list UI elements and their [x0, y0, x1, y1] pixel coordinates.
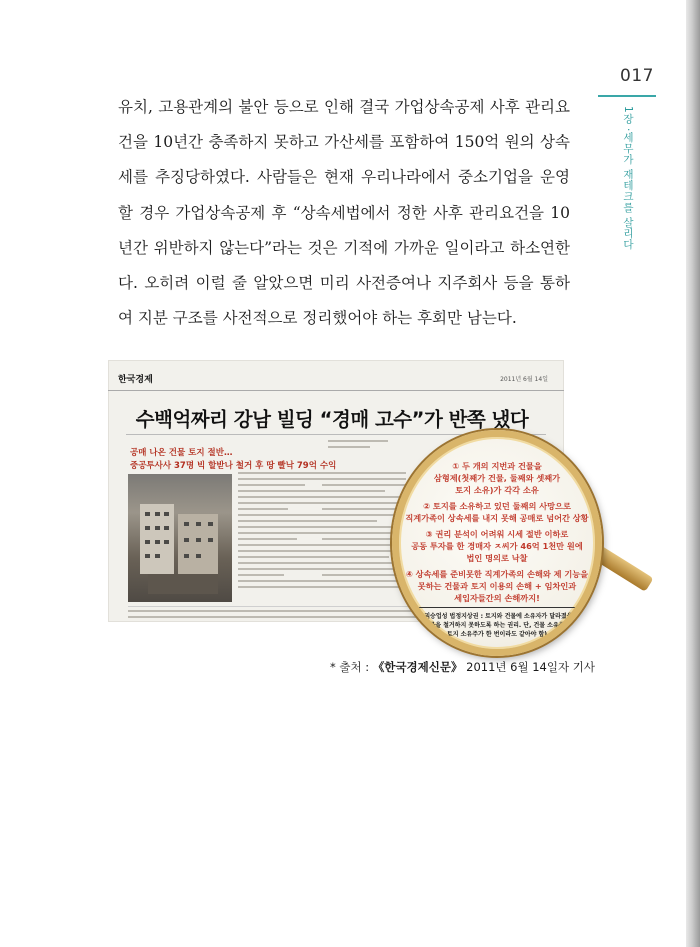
magnified-line: 삼형제(첫째가 건물, 둘째와 셋째가	[433, 473, 561, 483]
magnified-line: 세입자들간의 손해까지!	[454, 593, 540, 603]
source-caption	[330, 659, 595, 675]
building-shape	[178, 514, 218, 574]
magnified-note: 건물을 철거하지 못하도록 하는 권리. 단, 건물 소유주와	[423, 622, 571, 629]
building-shape	[140, 504, 174, 574]
body-paragraph: 유치, 고용관계의 불안 등으로 인해 결국 가업상속공제 사후 관리요건을 10년간 충족하지 못하고 가산세를 포함하여 150억 원의 상속세를 추징당하였다. 사람들은 현재 우리나라에서 중소기업을 운영할 경우 가업상속공제 후 “상속세법에서 정한 사후 관리요건을 10년간 위반하지 않는다”라는 것은 기적에 가까운 일이라고 하소연한다. 오히려 이럴 줄 알았으면 미리 사전증여나 지주회사 등을 통하여 지분 구조를 사전적으로 정리했어야 하는 후회만 남는다.	[118, 98, 570, 328]
page-number-rule	[598, 95, 656, 97]
chapter-running-head: 1장 ·세무가 재테크를 살리다	[622, 106, 634, 250]
magnified-line: 못하는 건물과 토지 이용의 손해 + 임차인과	[417, 581, 577, 591]
magnified-line: 공동 투자를 한 경매자 ㅈ씨가 46억 1천만 원에	[411, 541, 583, 551]
clipping-date: 2011년 6월 14일	[500, 376, 548, 383]
building-photo	[128, 474, 232, 602]
newspaper-logo: 한국경제	[118, 375, 153, 385]
magnified-line: 직계가족이 상속세를 내지 못해 공매로 넘어간 상황	[405, 513, 589, 523]
clipping-subhead: 공매 나온 건물 토지 절반…	[130, 448, 233, 458]
magnified-note: (※ 괴승업성 법정지상권 : 토지와 건물에 소유자가 달라졌을 때	[413, 613, 581, 620]
source-suffix: 2011년 6월 14일자 기사	[462, 660, 595, 674]
clipping-masthead	[108, 360, 564, 391]
magnified-line: ② 토지를 소유하고 있던 둘째의 사망으로	[423, 501, 571, 511]
article-text-column	[328, 440, 388, 452]
magnifier-divider	[413, 607, 581, 608]
magnified-line: 법인 명의로 낙찰	[466, 553, 528, 563]
magnifier-lens	[392, 430, 602, 656]
clipping-subhead: 중공투사사 37명 빅 할받나 철거 후 땅 빨낙 79억 수익	[130, 461, 337, 471]
page-edge-shadow	[686, 0, 700, 947]
magnified-line: ④ 상속세를 준비못한 직계가족의 손해와 제 기능을	[405, 569, 589, 579]
magnified-line: ③ 권리 분석이 어려워 시세 절반 이하로	[425, 529, 569, 539]
magnified-note: 토지 소유주가 한 번이라도 같아야 함)	[446, 631, 548, 638]
magnified-line: ① 두 개의 지번과 건물을	[452, 461, 542, 471]
page-number: 017	[620, 66, 654, 86]
street-shape	[148, 574, 218, 594]
magnified-line: 토지 소유)가 각각 소유	[455, 485, 539, 495]
article-text-column	[238, 472, 322, 592]
source-name: 《한국경제신문》	[372, 660, 463, 674]
source-prefix: * 출처 :	[330, 660, 373, 674]
clipping-headline: 수백억짜리 강남 빌딩 “경매 고수”가 반쪽 냈다	[135, 408, 529, 431]
